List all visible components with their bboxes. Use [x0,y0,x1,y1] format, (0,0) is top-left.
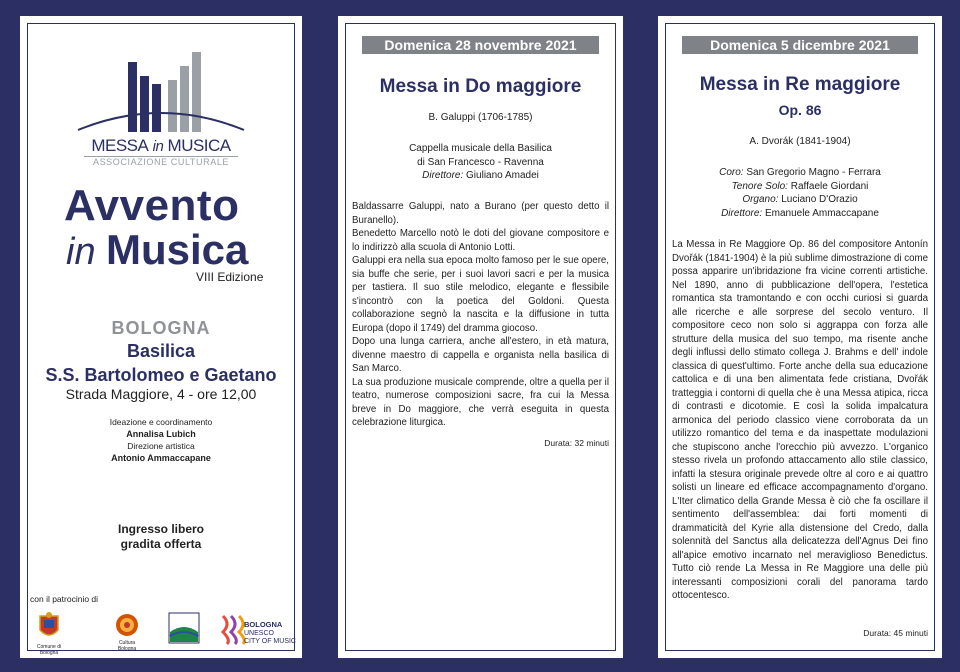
venue-address: Strada Maggiore, 4 - ore 12,00 [65,386,257,402]
logo-subtitle: ASSOCIAZIONE CULTURALE [84,156,238,167]
concert-1-title: Messa in Do maggiore [379,76,582,97]
concert-1-duration: Durata: 32 minuti [544,438,609,448]
concert-2-composer: A. Dvorák (1841-1904) [749,136,851,147]
entry-info: Ingresso libero gradita offerta [117,522,205,551]
venue-name: Basilica S.S. Bartolomeo e Gaetano [45,341,277,385]
comune-logo: Comune di Bologna [34,612,64,656]
cultura-logo: Cultura Bologna [112,612,142,652]
title-musica: Musica [106,226,249,273]
title-avvento: Avvento [64,181,240,230]
concert-2-date: Domenica 5 dicembre 2021 [682,36,918,54]
concert-1-description: Baldassarre Galuppi, nato a Burano (per questo detto il Buranello). Benedetto Marcello notò le doti del giovane compositore e lo indirizzò alla scuola di Antonio Lotti. Galuppi era nella sua epoca molto famoso per le sue opere, sia buffe che serie, per i suoi lavori sacri e per la musica per tastiera. Il suo stile melodico, elegante e flessibile s'incontrò con la poetica del Goldoni. Questa collaborazione segnò la nascita e la diffusione in tutta Europa (dopo il 1749) del dramma giocoso. Dopo una lunga carriera, anche all'estero, in età matura, divenne maestro di cappella e organista nella basilica di San Marco. La sua produzione musicale comprende, oltre a quella per il teatro, numerose composizioni sacre, fra cui la Messa breve in Do maggiore, che verrà eseguita in questa celebrazione liturgica. [352,201,609,428]
cultura-emblem-icon [114,612,140,638]
concert-2-duration: Durata: 45 minuti [863,628,928,638]
concert-1-performers: Cappella musicale della Basilica di San Francesco - Ravenna Direttore: Giuliano Amadei [409,143,552,181]
concert-1-panel [338,16,623,658]
coat-of-arms-icon [37,612,61,642]
concert-2-opus: Op. 86 [778,102,822,118]
logo-bars-icon [76,36,246,136]
city-of-music-text: BOLOGNA UNESCO CITY OF MUSIC [244,620,296,645]
region-emblem-icon [168,612,200,644]
messa-in-musica-logo [76,36,246,166]
city-name: BOLOGNA [111,318,211,338]
region-logo [168,612,200,646]
patronage-label: con il patrocinio di [30,594,99,604]
cover-panel [20,16,302,658]
edition-label: VIII Edizione [196,270,264,284]
concert-2-description: La Messa in Re Maggiore Op. 86 del compositore Antonín Dvořák (1841-1904) è la più sublime dimostrazione di come possa apparire un'ibridazione fra vicine correnti artistiche. Nel 1890, anno di pubblicazione dell'opera, l'estetica romantica sta tramontando e con occhi curiosi si guarda alle ricerche e alle sorprese del secolo venturo. Il compositore ceco non solo si aggrappa con forza alle strutture della musica del suo tempo, ma risente anche degli influssi dello stimato collega J. Brahms e dell' indole classica di quest'ultimo. Forte anche della sua educazione cattolica e di una ben alimentata fede cristiana, Dvořák tratteggia i contorni di quella che è una Messa atipica, ricca di contrasti e dicotomie. E così la solida impalcatura armonica del periodo classico viene corroborata da un utilizzo romantico del tema e da inaspettate modulazioni che stupiscono anche l'orecchio più avvezzo. L'organico stesso rivela un profondo attaccamento allo stile classico, infatti la stesura originale prevede oltre al coro e ai quattro solisti un lineare ed efficace accompagnamento d'organo. L'Iter climatico della Grande Messa è ciò che fa oscillare il sentimento dell'assemblea: dai forti momenti di drammaticità del Kyrie alla distensione del Credo, dalla solennità del Sanctus alla delicatezza dell'Agnus Dei fino all'apice emotivo incarnato nel meraviglioso Benedictus. Tutto ciò rende La Messa in Re Maggiore una delle più interessanti composizioni corali del panorama tardo ottocentesco. [672,239,928,601]
logo-name: MESSA in MUSICA [91,136,231,155]
concert-2-performers: Coro: San Gregorio Magno - Ferrara Tenore Solo: Raffaele Giordani Organo: Luciano D'Orazio Direttore: Emanuele Ammaccapane [719,167,881,219]
concert-2-title: Messa in Re maggiore [699,74,901,95]
concert-2-panel [658,16,942,658]
concert-1-composer: B. Galuppi (1706-1785) [428,112,533,123]
concert-1-date: Domenica 28 novembre 2021 [362,36,599,54]
credits: Ideazione e coordinamento Annalisa Lubich Direzione artistica Antonio Ammaccapane [109,417,213,463]
title-in: in [66,231,96,273]
